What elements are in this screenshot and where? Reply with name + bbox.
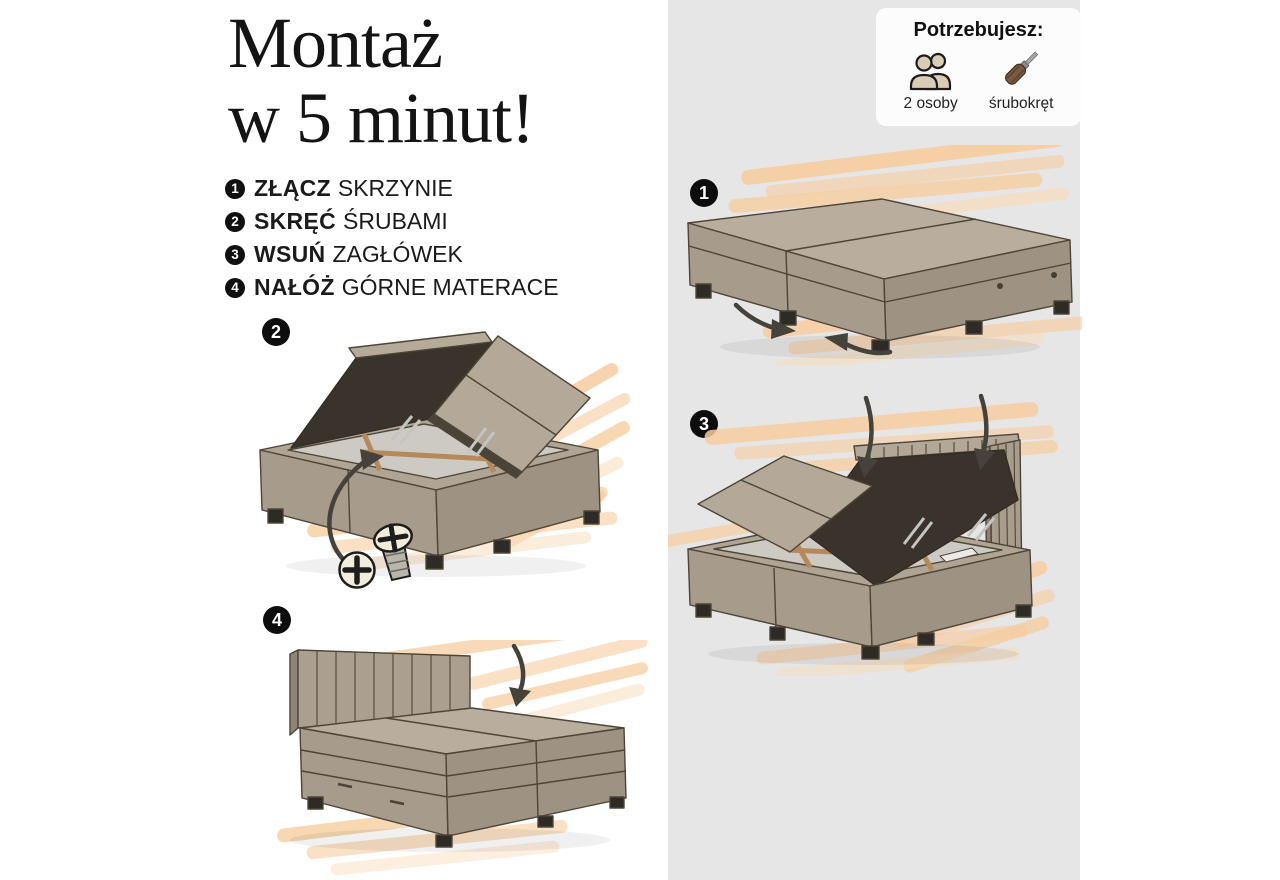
requirements-card	[876, 8, 1081, 126]
step-4-text: GÓRNE MATERACE	[341, 274, 559, 300]
figure-1-join-boxes-illustration	[670, 145, 1082, 365]
two-people-icon	[907, 50, 955, 92]
figure-1-number-badge: 1	[690, 179, 718, 207]
figure-4-number-badge: 4	[263, 606, 291, 634]
step-3-verb: WSUŃ	[254, 241, 326, 267]
open-bed-with-headboard-drawing	[688, 450, 1032, 659]
step-2-number-badge: 2	[225, 212, 245, 232]
step-3-number-badge: 3	[225, 245, 245, 265]
figure-2-screw-together-illustration	[246, 328, 631, 604]
step-4-number-badge: 4	[225, 278, 245, 298]
requirements-title: Potrzebujesz:	[913, 19, 1044, 41]
step-item-3	[225, 238, 559, 271]
requirement-screwdriver	[989, 46, 1054, 113]
figure-4-place-mattresses-illustration	[240, 640, 660, 880]
step-2-verb: SKRĘĆ	[254, 208, 337, 234]
title-line-2: w 5 minut!	[228, 78, 534, 158]
step-4-verb: NAŁÓŻ	[254, 274, 335, 300]
screwdriver-icon	[998, 46, 1044, 92]
step-item-1	[225, 172, 559, 205]
step-1-number-badge: 1	[225, 179, 245, 199]
title-line-1: Montaż	[228, 3, 442, 83]
requirement-people	[904, 50, 958, 113]
requirement-people-label: 2 osoby	[903, 95, 958, 112]
step-2-text: ŚRUBAMI	[343, 208, 448, 234]
step-item-4	[225, 271, 559, 304]
step-3-text: ZAGŁÓWEK	[332, 241, 463, 267]
figure-2-number-badge: 2	[262, 318, 290, 346]
requirement-screwdriver-label: śrubokręt	[988, 95, 1054, 112]
figure-3-insert-headboard-illustration	[668, 386, 1080, 676]
page-title	[228, 3, 534, 158]
step-1-text: SKRZYNIE	[337, 175, 453, 201]
step-1-verb: ZŁĄCZ	[254, 175, 331, 201]
steps-list	[225, 172, 559, 304]
figure-3-number-badge: 3	[690, 410, 718, 438]
requirements-items	[876, 42, 1081, 113]
step-item-2	[225, 205, 559, 238]
